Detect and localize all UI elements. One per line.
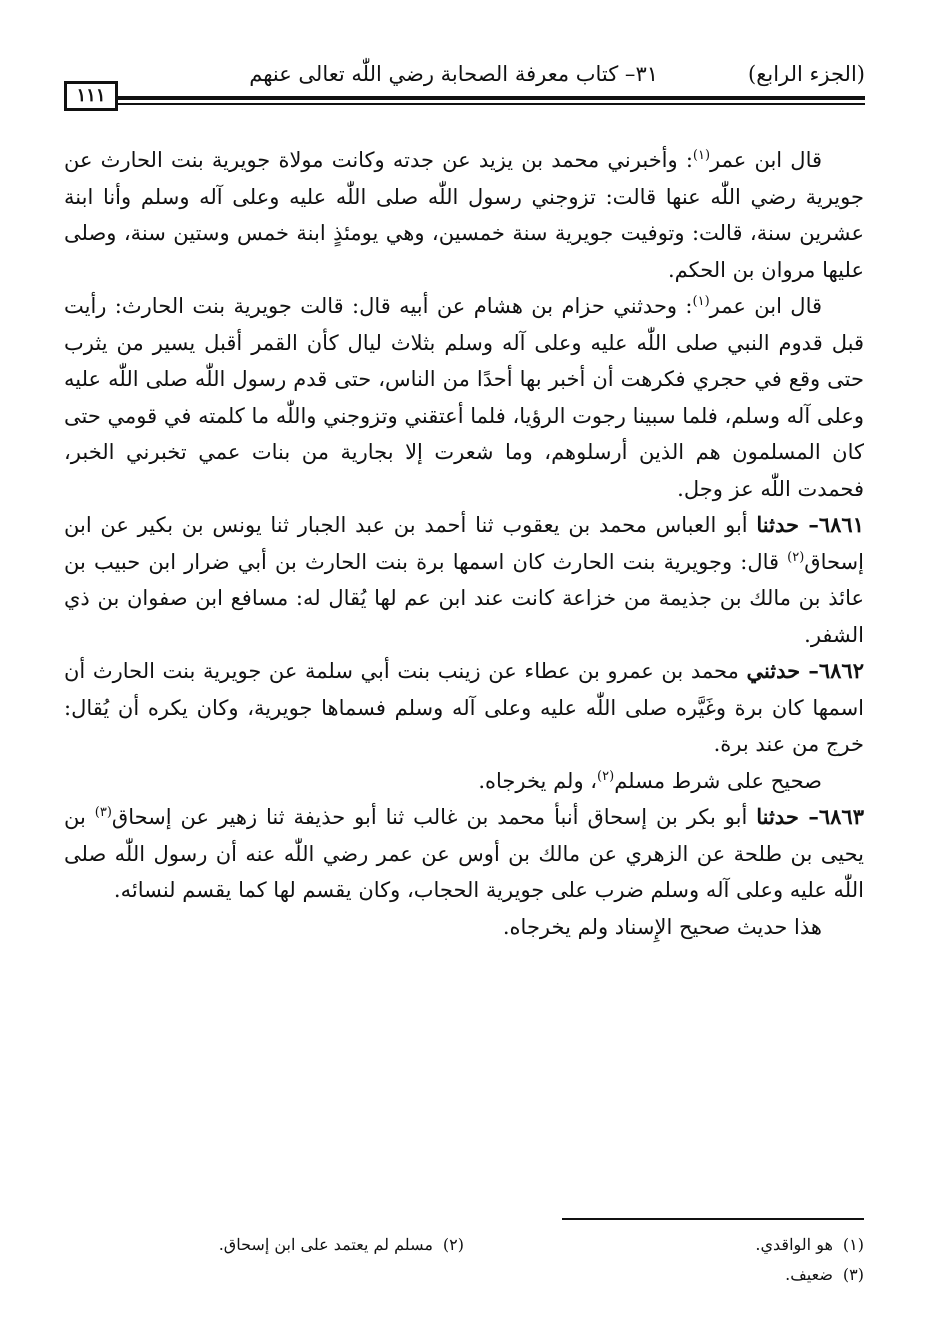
- footnotes: [64, 1230, 864, 1290]
- footnote: [64, 1230, 464, 1260]
- footnote-number: (١): [842, 1235, 864, 1254]
- text-run: صحيح على شرط مسلم: [614, 768, 822, 793]
- text-run: محمد بن عمرو بن عطاء عن زينب بنت أبي سلمة عن جويرية بنت الحارث أن اسمها كان برة وغَيَّره صلى اللّٰه عليه وعلى آله وسلم فسماها جويرية، وكان يكره أن يُقال: خرج من عند برة.: [64, 659, 864, 756]
- text-run: قال ابن عمر: [709, 294, 822, 318]
- footnote-number: (٣): [842, 1265, 864, 1284]
- hadith-entry: ٦٨٦٣– حدثنا أبو بكر بن إسحاق أنبأ محمد بن غالب ثنا أبو حذيفة ثنا زهير عن إسحاق$^{(٣)}$ بن يحيى بن طلحة عن الزهري عن مالك بن أوس عن عمر رضي اللّٰه عنه أن رسول اللّٰه صلى اللّٰه عليه وعلى آله وسلم ضرب على جويرية الحجاب، وكان يقسم لها كما يقسم لنسائه.: [64, 804, 864, 902]
- text-run: ، ولم يخرجاه.: [478, 768, 598, 793]
- hadith-keyword: حدثنا: [756, 512, 799, 537]
- text-run: بن يحيى بن طلحة عن الزهري عن مالك بن أوس عن عمر رضي اللّٰه عنه أن رسول اللّٰه صلى اللّٰه عليه وعلى آله وسلم ضرب على جويرية الحجاب، وكان يقسم لها كما يقسم لنسائه.: [64, 805, 864, 902]
- footnote-ref: (١): [692, 148, 711, 163]
- text-run: قال: وجويرية بنت الحارث كان اسمها برة بنت الحارث بن أبي ضرار ابن حبيب بن عائذ بن مالك بن جذيمة من خزاعة كانت عند ابن عم لها يُقال له: مسافع ابن صفوان بن ذي الشفر.: [64, 549, 864, 647]
- footnote-ref: (٣): [94, 805, 112, 820]
- paragraph: [64, 142, 864, 288]
- header-rule-thin: [118, 103, 865, 105]
- footnote-ref: (٢): [597, 768, 615, 784]
- running-header: [245, 60, 865, 88]
- header-rule: [118, 96, 865, 100]
- main-text: [64, 142, 864, 945]
- text-run: : وأخبرني محمد بن يزيد عن جدته وكانت مولاة جويرية بنت الحارث عن جويرية رضي اللّٰه عنها قالت: تزوجني رسول اللّٰه صلى اللّٰه عليه وعلى آله وسلم وأنا ابنة عشرين سنة، قالت: وتوفيت جويرية سنة خمسين، وهي يومئذٍ ابنة خمس وستين سنة، وصلى عليها مروان بن الحكم.: [64, 148, 864, 282]
- text-run: : وحدثني حزام بن هشام عن أبيه قال: قالت جويرية بنت الحارث: رأيت قبل قدوم النبي صلى اللّٰه عليه وعلى آله وسلم بثلاث ليال كأن القمر أقبل يسير من يثرب حتى وقع في حجري فكرهت أن أخبر بها أحدًا من الناس، حتى قدم رسول اللّٰه صلى اللّٰه عليه وعلى آله وسلم، فلما سبينا رجوت الرؤيا، فلما أعتقني وتزوجني واللّٰه ما كلمته في قومي حتى كان المسلمون هم الذين أرسلوهم، وما شعرت إلا بجارية من بنات عمي تخبرني الخبر، فحمدت اللّٰه عز وجل.: [64, 294, 864, 501]
- footnote-text: ضعيف.: [785, 1265, 833, 1284]
- footnote-separator: [562, 1218, 864, 1220]
- grading-note: [64, 763, 864, 800]
- footnote: [464, 1230, 864, 1260]
- grading-note: [64, 909, 864, 946]
- footnote-text: مسلم لم يعتمد على ابن إسحاق.: [218, 1235, 433, 1254]
- text-run: أبو العباس محمد بن يعقوب ثنا أحمد بن عبد الجبار ثنا يونس بن بكير عن ابن إسحاق: [64, 513, 864, 574]
- hadith-entry: ٦٨٦٢– حدثني محمد بن عمرو بن عطاء عن زينب بنت أبي سلمة عن جويرية بنت الحارث أن اسمها كان برة وغَيَّره صلى اللّٰه عليه وعلى آله وسلم فسماها جويرية، وكان يكره أن يُقال: خرج من عند برة.: [64, 658, 864, 756]
- hadith-number: ٦٨٦١: [818, 512, 864, 537]
- hadith-keyword: حدثني: [746, 658, 801, 683]
- footnote-number: (٢): [442, 1235, 464, 1254]
- text-run: هذا حديث صحيح الإِسناد ولم يخرجاه.: [502, 914, 822, 939]
- footnote-text: هو الواقدي.: [755, 1235, 833, 1254]
- text-run: قال ابن عمر: [710, 148, 822, 172]
- paragraph: [64, 288, 864, 507]
- hadith-number: ٦٨٦٣: [818, 804, 864, 829]
- volume-label: (الجزء الرابع): [748, 62, 865, 86]
- footnote-ref: (٢): [787, 549, 805, 565]
- hadith-entry: ٦٨٦١– حدثنا أبو العباس محمد بن يعقوب ثنا أحمد بن عبد الجبار ثنا يونس بن بكير عن ابن إسحاق$^{(٢)}$ قال: وجويرية بنت الحارث كان اسمها برة بنت الحارث بن أبي ضرار ابن حبيب بن عائذ بن مالك بن جذيمة من خزاعة كانت عند ابن عم لها يُقال له: مسافع ابن صفوان بن ذي الشفر.: [64, 512, 864, 647]
- hadith-number: ٦٨٦٢: [818, 658, 864, 683]
- hadith-keyword: حدثنا: [756, 804, 799, 829]
- page-number: ١١١: [64, 81, 118, 111]
- book-title: ٣١– كتاب معرفة الصحابة رضي اللّٰه تعالى عنهم: [249, 62, 658, 86]
- footnote: [464, 1260, 864, 1290]
- text-run: أبو بكر بن إسحاق أنبأ محمد بن غالب ثنا أبو حذيفة ثنا زهير عن إسحاق: [111, 805, 748, 829]
- footnote-ref: (١): [692, 294, 710, 309]
